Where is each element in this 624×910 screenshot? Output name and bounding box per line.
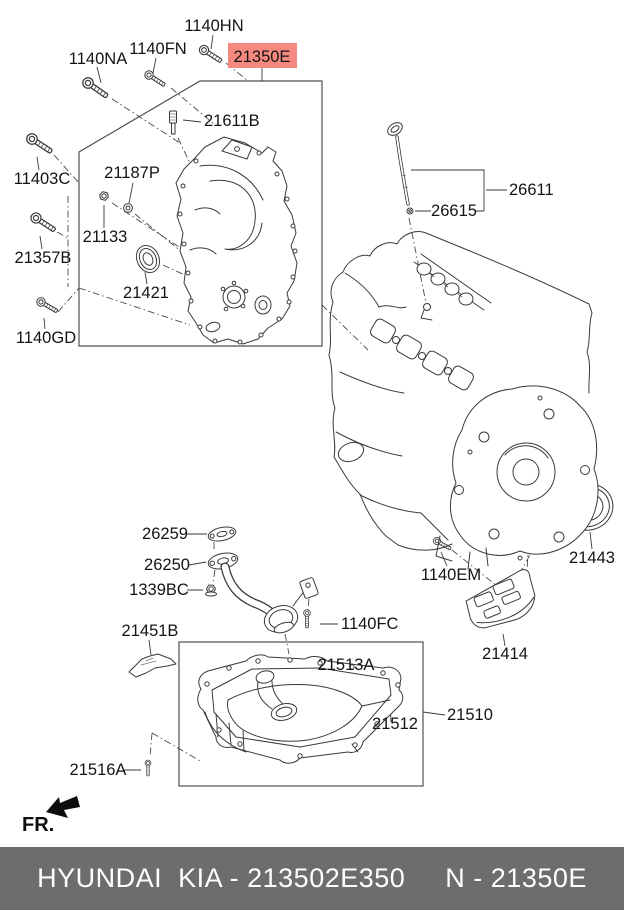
seal-21421 bbox=[132, 242, 164, 277]
nut-21133 bbox=[99, 191, 109, 201]
part-label-21443[interactable] bbox=[569, 549, 615, 567]
svg-text:1140FC: 1140FC bbox=[341, 615, 399, 633]
svg-text:26615: 26615 bbox=[431, 202, 477, 220]
bolt-11403c bbox=[25, 132, 55, 156]
svg-text:21611B: 21611B bbox=[204, 112, 260, 130]
footer-part-ref: N - 21350E bbox=[445, 863, 587, 893]
oring-26615 bbox=[407, 208, 413, 214]
stud-21611b bbox=[170, 111, 177, 134]
part-label-26250[interactable] bbox=[144, 556, 190, 574]
part-label-21187p[interactable] bbox=[104, 164, 160, 182]
svg-text:1140GD: 1140GD bbox=[15, 329, 77, 347]
svg-text:21451B: 21451B bbox=[121, 622, 179, 640]
footer-oem-code: HYUNDAI KIA - 213502E350 bbox=[37, 863, 406, 893]
svg-text:26250: 26250 bbox=[144, 556, 190, 574]
gasket-26259 bbox=[207, 525, 237, 544]
svg-text:21513A: 21513A bbox=[317, 656, 375, 674]
svg-text:1140NA: 1140NA bbox=[68, 50, 128, 68]
part-label-21421[interactable] bbox=[123, 284, 169, 302]
bolt-21516a bbox=[145, 760, 151, 776]
part-label-11403c[interactable] bbox=[14, 170, 71, 188]
svg-text:21421: 21421 bbox=[123, 284, 169, 302]
svg-text:21133: 21133 bbox=[82, 228, 128, 246]
nut-1339bc bbox=[206, 585, 217, 596]
part-label-21414[interactable] bbox=[482, 645, 528, 663]
dipstick-26611 bbox=[385, 120, 408, 204]
part-label-26615[interactable] bbox=[431, 202, 477, 220]
svg-text:26259: 26259 bbox=[142, 525, 188, 543]
part-label-21516a[interactable] bbox=[70, 761, 127, 779]
svg-text:21516A: 21516A bbox=[69, 761, 127, 779]
washer-21187p bbox=[124, 204, 133, 213]
footer-bar bbox=[0, 847, 624, 910]
bolt-1140fn bbox=[143, 69, 167, 88]
bolt-1140fc bbox=[304, 610, 311, 628]
bolt-1140gd bbox=[35, 296, 59, 315]
svg-text:1140HN: 1140HN bbox=[184, 17, 244, 35]
part-label-21512[interactable] bbox=[372, 715, 418, 733]
part-label-1339bc[interactable] bbox=[129, 581, 189, 599]
bolt-21357b bbox=[29, 211, 57, 234]
part-label-21611b[interactable] bbox=[204, 112, 260, 130]
engine-block-drawing bbox=[329, 232, 598, 569]
svg-text:11403C: 11403C bbox=[13, 170, 71, 188]
timing-cover-drawing bbox=[176, 137, 297, 344]
svg-text:21187P: 21187P bbox=[104, 164, 160, 182]
part-label-26259[interactable] bbox=[142, 525, 188, 543]
baffle-21451b bbox=[129, 654, 176, 677]
part-number-text: 21350E bbox=[233, 48, 291, 66]
front-label: FR. bbox=[22, 814, 55, 836]
part-label-1140hn[interactable] bbox=[184, 17, 243, 35]
svg-text:21414: 21414 bbox=[482, 645, 528, 663]
part-label-21510[interactable] bbox=[447, 706, 493, 724]
part-label-21357b[interactable] bbox=[15, 249, 72, 267]
part-label-1140na[interactable] bbox=[69, 50, 127, 68]
svg-text:1140EM: 1140EM bbox=[420, 566, 482, 584]
part-label-1140fc[interactable] bbox=[341, 615, 399, 633]
bolt-1140hn bbox=[198, 44, 224, 65]
svg-text:21443: 21443 bbox=[569, 549, 615, 567]
svg-text:1339BC: 1339BC bbox=[129, 581, 189, 599]
part-label-21133[interactable] bbox=[83, 228, 128, 246]
svg-text:21510: 21510 bbox=[447, 706, 493, 724]
part-label-21451b[interactable] bbox=[122, 622, 179, 640]
bolt-1140na bbox=[81, 76, 110, 101]
highlighted-part-label-21350e[interactable] bbox=[228, 43, 297, 68]
part-label-1140fn[interactable] bbox=[129, 40, 186, 58]
svg-text:1140FN: 1140FN bbox=[129, 40, 187, 58]
part-label-21513a[interactable] bbox=[318, 656, 375, 674]
svg-text:21512: 21512 bbox=[372, 715, 418, 733]
strainer-26250 bbox=[207, 551, 319, 638]
part-label-26611[interactable] bbox=[509, 181, 554, 199]
part-label-1140gd[interactable] bbox=[16, 329, 76, 347]
front-direction-indicator bbox=[22, 796, 80, 836]
svg-text:26611: 26611 bbox=[509, 181, 554, 199]
svg-text:21357B: 21357B bbox=[14, 249, 72, 267]
part-label-1140em[interactable] bbox=[421, 566, 481, 584]
